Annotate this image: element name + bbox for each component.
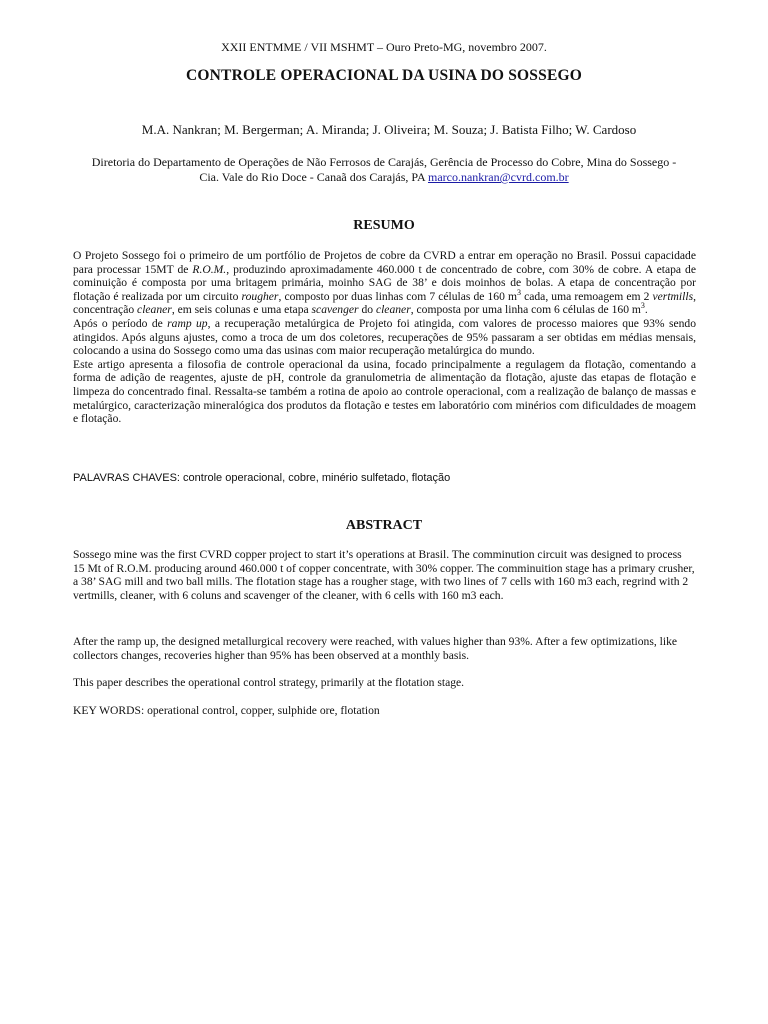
resumo-paragraph-2: Após o período de ramp up, a recuperação metalúrgica de Projeto foi atingida, com valores de processo maiores que 93% sendo atingidos. Após alguns ajustes, como a troca de um dos coletores, recuperações de 95% passaram a ser obtidas em médias mensais, colocando a usina do Sossego como uma das usinas com maior recuperação metalúrgica do mundo. <box>73 316 696 358</box>
author-list: M.A. Nankran; M. Bergerman; A. Miranda; J. Oliveira; M. Souza; J. Batista Filho; W. Cardoso <box>141 122 637 137</box>
abstract-paragraph-3: This paper describes the operational control strategy, primarily at the flotation stage. <box>73 676 465 689</box>
conference-header: XXII ENTMME / VII MSHMT – Ouro Preto-MG, novembro 2007. <box>221 40 547 54</box>
email-link[interactable]: marco.nankran@cvrd.com.br <box>427 170 569 184</box>
paper-title: CONTROLE OPERACIONAL DA USINA DO SOSSEGO <box>185 67 582 84</box>
key-words: KEY WORDS: operational control, copper, sulphide ore, flotation <box>73 704 380 717</box>
affiliation-line-1: Diretoria do Departamento de Operações de Não Ferrosos de Carajás, Gerência de Processo do Cobre, Mina do Sossego - <box>91 155 677 169</box>
abstract-paragraph-2: After the ramp up, the designed metallurgical recovery were reached, with values higher than 93%. After a few optimizations, like collectors changes, recoveries higher than 95% has been observed at a monthly basis. <box>73 635 678 662</box>
resumo-paragraph-3: Este artigo apresenta a filosofia de controle operacional da usina, focado principalmente a regulagem da flotação, comentando a forma de adição de reagentes, ajuste de pH, controle da granulometria de alimentação da flotação, ajuste das etapas de flotação e limpeza do concentrado final. Ressalta-se também a rotina de apoio ao controle operacional, com a realização de balanço de massas e metalúrgico, caracterização mineralógica dos produtos da flotação e testes em laboratório com minérios com dificuldades de moagem e flotação. <box>73 357 696 426</box>
resumo-paragraph-1: O Projeto Sossego foi o primeiro de um portfólio de Projetos de cobre da CVRD a entrar em operação no Brasil. Possui capacidade para processar 15MT de R.O.M., produzindo aproximadamente 460.000 t de concentrado de cobre, com 30% de cobre. A etapa de cominuição é composta por uma britagem primária, moinho SAG de 38’ e dois moinhos de bolas. A etapa de concentração por flotação é realizada por um circuito rougher, composto por duas linhas com 7 células de 160 $m^3$ cada, uma remoagem em 2 vertmills, concentração cleaner, em seis colunas e uma etapa scavenger do cleaner, composta por uma linha com 6 células de 160 $m^3$. <box>73 249 697 317</box>
palavras-chaves: PALAVRAS CHAVES: controle operacional, cobre, minério sulfetado, flotação <box>73 472 451 484</box>
abstract-paragraph-1: Sossego mine was the first CVRD copper project to start it’s operations at Brasil. The comminution circuit was designed to process 15 Mt of R.O.M. producing around 460.000 t of copper concentrate, with 30% copper. The comminuition stage has a primary crusher, a 38’ SAG mill and two ball mills. The flotation stage has a rougher stage, with two lines of 7 cells with 160 m3 each, regrind with 2 vertmills, cleaner, with 6 coluns and scavenger of the cleaner, with 6 cells with 160 m3 each. <box>73 548 695 602</box>
affiliation-line-2: Cia. Vale do Rio Doce - Canaã dos Carajás, PA <box>199 170 425 184</box>
resumo-body <box>73 249 696 426</box>
resumo-heading: RESUMO <box>353 218 415 233</box>
abstract-heading: ABSTRACT <box>345 518 423 533</box>
affiliation <box>50 155 718 185</box>
